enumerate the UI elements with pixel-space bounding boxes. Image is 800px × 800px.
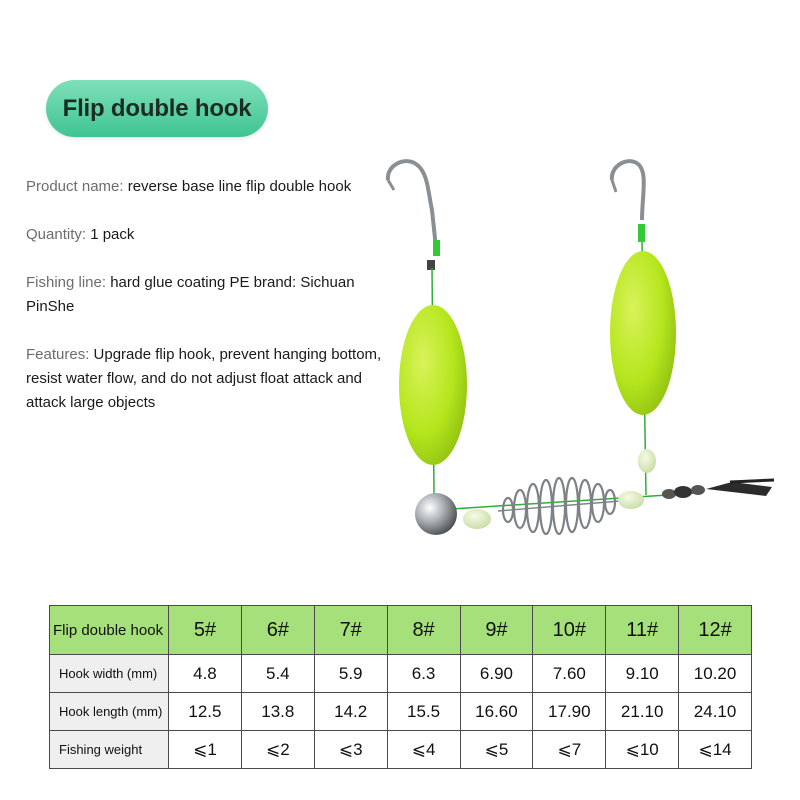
table-cell: 13.8	[241, 693, 314, 731]
table-header-row	[50, 606, 752, 655]
table-cell: 10.20	[679, 655, 752, 693]
table-cell: 17.90	[533, 693, 606, 731]
table-row-label: Fishing weight	[50, 731, 169, 769]
table-row	[50, 731, 752, 769]
table-row	[50, 655, 752, 693]
table-cell: 12.5	[169, 693, 242, 731]
table-cell: 9.10	[606, 655, 679, 693]
spec-value: Upgrade flip hook, prevent hanging bottom, resist water flow, and do not adjust float attack and attack large objects	[26, 346, 382, 411]
spec-value: 1 pack	[90, 226, 135, 243]
table-cell: 7.60	[533, 655, 606, 693]
table-size-header: 10#	[533, 606, 606, 655]
table-cell: 6.3	[387, 655, 460, 693]
hook-rig-illustration	[380, 150, 800, 560]
table-cell: 5.4	[241, 655, 314, 693]
table-cell: ⩽1	[169, 731, 242, 769]
table-cell: ⩽4	[387, 731, 460, 769]
table-size-header: 11#	[606, 606, 679, 655]
table-cell: 24.10	[679, 693, 752, 731]
table-row-label: Hook width (mm)	[50, 655, 169, 693]
bead	[618, 491, 644, 509]
bead	[463, 509, 491, 529]
spec-quantity	[26, 223, 406, 247]
table-header-label: Flip double hook	[50, 606, 169, 655]
table-cell: 4.8	[169, 655, 242, 693]
table-cell: ⩽3	[314, 731, 387, 769]
table-size-header: 7#	[314, 606, 387, 655]
size-table	[49, 605, 752, 769]
spec-features	[26, 343, 398, 415]
table-size-header: 6#	[241, 606, 314, 655]
table-cell: 6.90	[460, 655, 533, 693]
bead	[638, 449, 656, 473]
spring-feeder	[498, 478, 620, 534]
swivel-snap	[662, 480, 774, 499]
table-cell: 21.10	[606, 693, 679, 731]
spec-value: reverse base line flip double hook	[127, 178, 352, 195]
table-row	[50, 693, 752, 731]
spec-key: Fishing line:	[26, 274, 111, 291]
left-float	[399, 305, 467, 465]
table-cell: ⩽10	[606, 731, 679, 769]
table-row-label: Hook length (mm)	[50, 693, 169, 731]
table-cell: 5.9	[314, 655, 387, 693]
table-size-header: 9#	[460, 606, 533, 655]
lead-ball	[415, 493, 457, 535]
table-size-header: 8#	[387, 606, 460, 655]
table-cell: ⩽14	[679, 731, 752, 769]
table-cell: ⩽2	[241, 731, 314, 769]
page-title: Flip double hook	[62, 94, 252, 122]
spec-key: Features:	[26, 346, 94, 363]
table-cell: 14.2	[314, 693, 387, 731]
spec-product-name	[26, 175, 406, 199]
table-size-header: 5#	[169, 606, 242, 655]
table-cell: ⩽5	[460, 731, 533, 769]
spec-value: hard glue coating PE brand: Sichuan PinShe	[26, 274, 355, 315]
table-cell: 15.5	[387, 693, 460, 731]
spec-key: Product name:	[26, 178, 128, 195]
right-float	[610, 251, 676, 415]
spec-key: Quantity:	[26, 226, 91, 243]
table-size-header: 12#	[679, 606, 752, 655]
spec-fishing-line	[26, 271, 386, 319]
table-cell: ⩽7	[533, 731, 606, 769]
table-cell: 16.60	[460, 693, 533, 731]
title-badge	[46, 80, 268, 137]
